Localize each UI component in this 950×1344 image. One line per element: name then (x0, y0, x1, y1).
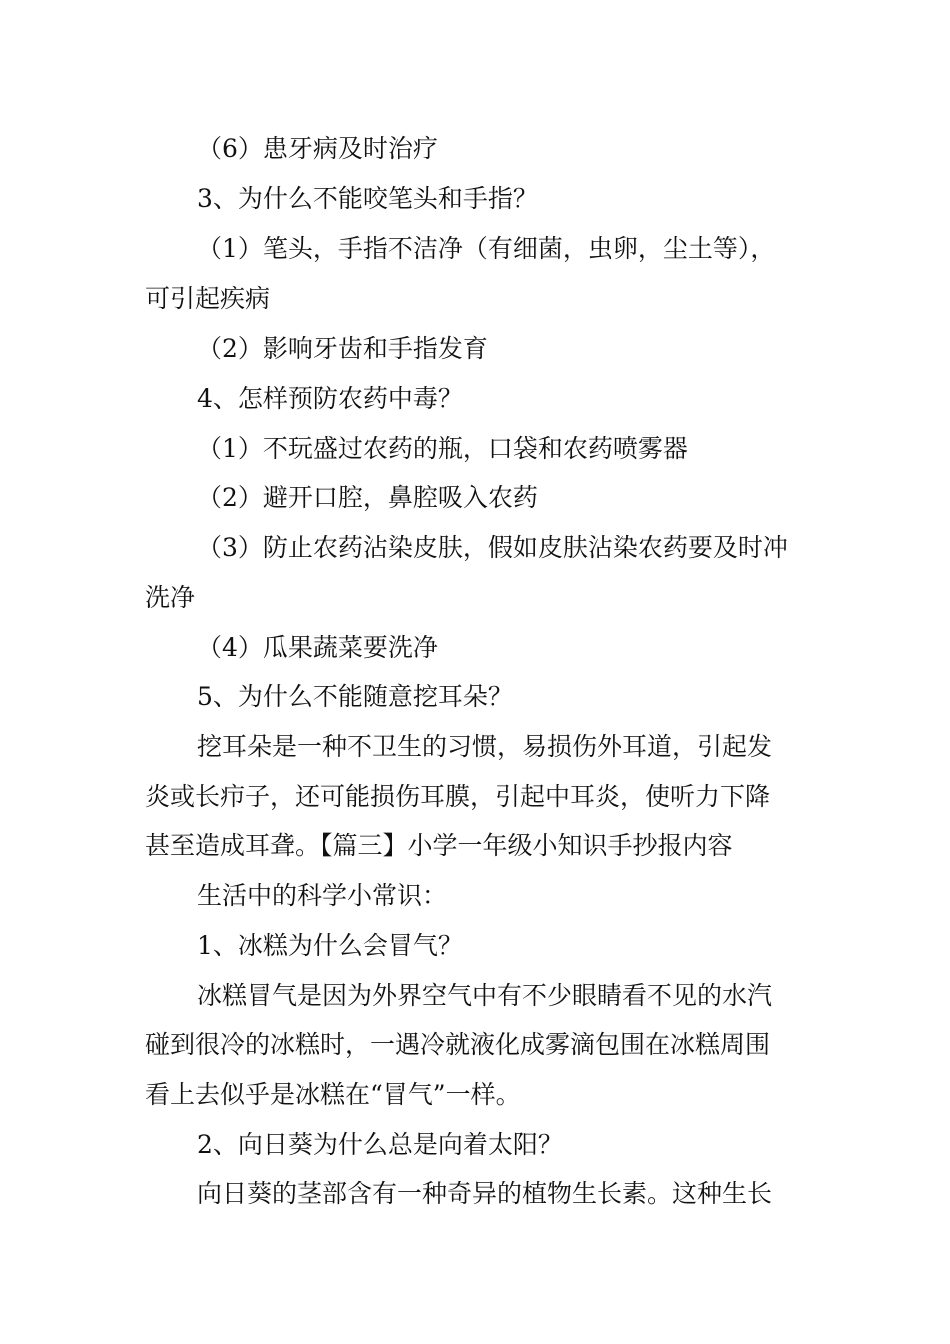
question-heading: 1、冰糕为什么会冒气？ (197, 931, 463, 960)
item-line: （1）笔头，手指不洁净（有细菌，虫卵，尘土等）， (197, 234, 776, 263)
item-line: （4）瓜果蔬菜要洗净 (197, 633, 438, 662)
item-line: （2）影响牙齿和手指发育 (197, 334, 488, 363)
question-heading: 4、怎样预防农药中毒？ (197, 384, 463, 413)
item-line: （2）避开口腔，鼻腔吸入农药 (197, 483, 538, 512)
item-continuation: 洗净 (145, 583, 196, 612)
question-heading: 3、为什么不能咬笔头和手指？ (197, 184, 538, 213)
paragraph-line: 挖耳朵是一种不卫生的习惯，易损伤外耳道，引起发 (197, 732, 773, 761)
paragraph-line: 炎或长疖子，还可能损伤耳膜，引起中耳炎，使听力下降 (145, 782, 771, 811)
paragraph-line: 冰糕冒气是因为外界空气中有不少眼睛看不见的水汽 (197, 981, 773, 1010)
paragraph-line: 看上去似乎是冰糕在“冒气”一样。 (145, 1080, 521, 1109)
question-heading: 2、向日葵为什么总是向着太阳？ (197, 1130, 563, 1159)
item-line: （1）不玩盛过农药的瓶，口袋和农药喷雾器 (197, 434, 688, 463)
item-continuation: 可引起疾病 (145, 284, 271, 313)
question-heading: 5、为什么不能随意挖耳朵？ (197, 682, 513, 711)
section-intro: 生活中的科学小常识： (197, 881, 448, 910)
paragraph-line: 向日葵的茎部含有一种奇异的植物生长素。这种生长 (197, 1179, 773, 1208)
paragraph-line: 碰到很冷的冰糕时，一遇冷就液化成雾滴包围在冰糕周围 (145, 1030, 771, 1059)
paragraph-line: 甚至造成耳聋。【篇三】小学一年级小知识手抄报内容 (145, 831, 733, 860)
item-line: （3）防止农药沾染皮肤，假如皮肤沾染农药要及时冲 (197, 533, 788, 562)
item-line: （6）患牙病及时治疗 (197, 134, 438, 163)
